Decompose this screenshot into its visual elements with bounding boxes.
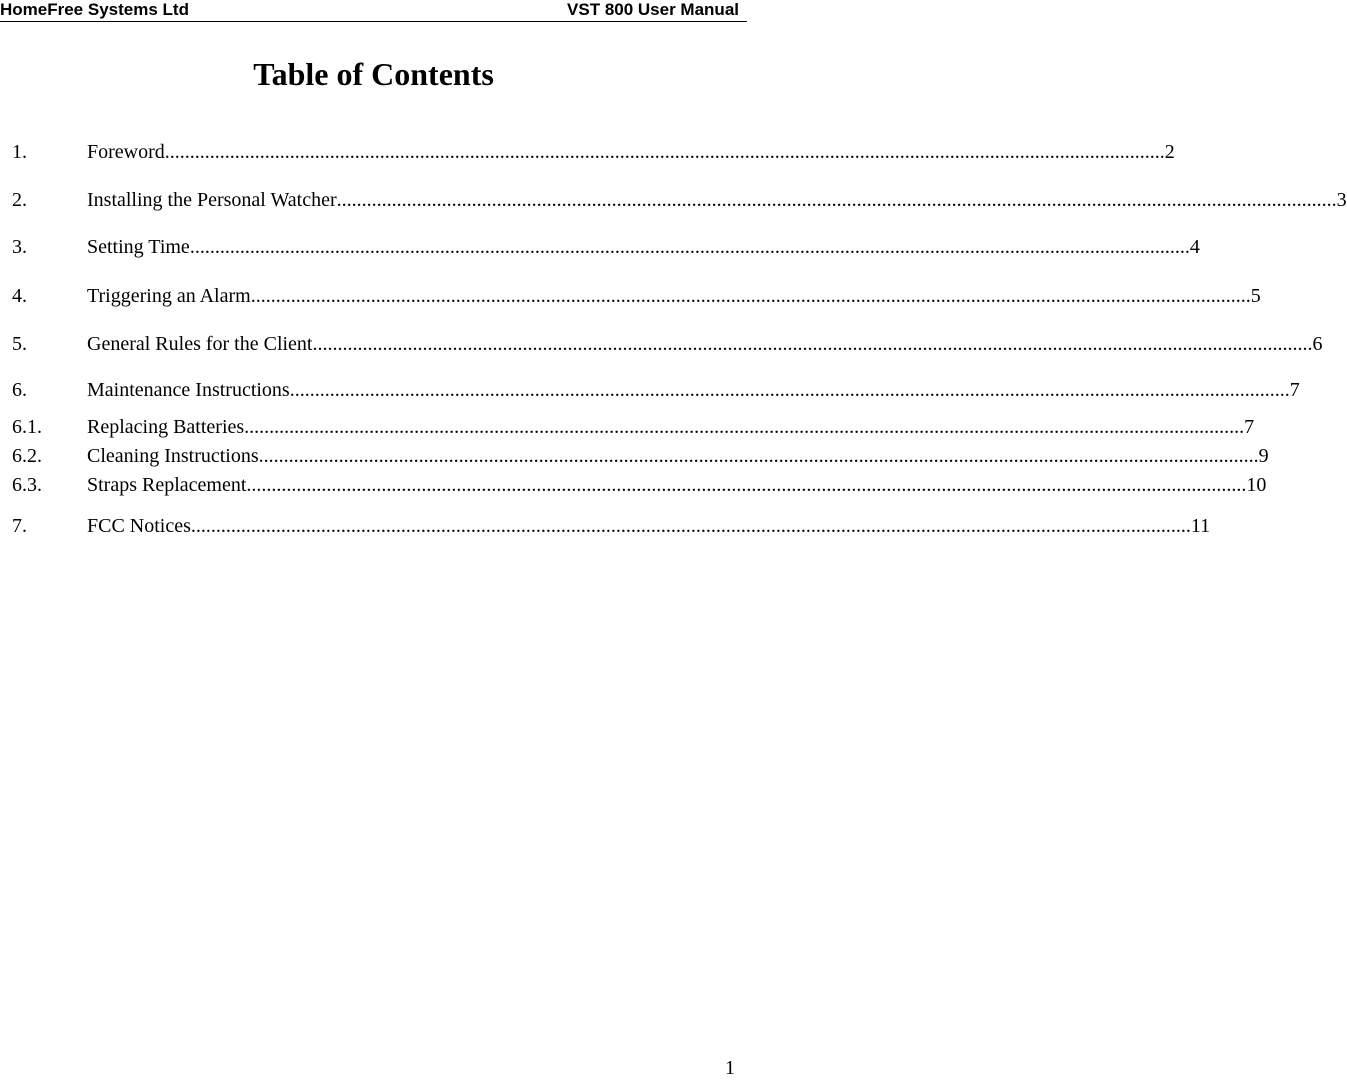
toc-entry-title: General Rules for the Client <box>87 333 313 355</box>
toc-entry[interactable] <box>12 187 1347 213</box>
toc-entry[interactable] <box>12 443 1269 469</box>
toc-entry[interactable] <box>12 139 1175 165</box>
toc-entry-page: 7 <box>1289 379 1300 401</box>
toc-entry[interactable] <box>12 331 1323 357</box>
toc-entry-page: 7 <box>1244 416 1255 438</box>
toc-leader-dots: ........................................................................................................................................................................................................ <box>250 285 1251 307</box>
toc-heading: Table of Contents <box>253 56 494 92</box>
toc-entry-page: 9 <box>1258 445 1269 467</box>
toc-entry-number: 6.1. <box>12 416 42 438</box>
toc-entry-title: FCC Notices <box>87 515 191 537</box>
toc-entry-title: Foreword <box>87 141 165 163</box>
toc-entry[interactable] <box>12 283 1261 309</box>
toc-entry-number: 5. <box>12 333 27 355</box>
toc-entry-number: 6.3. <box>12 474 42 496</box>
toc-leader-dots: ........................................................................................................................................................................................................ <box>190 515 1191 537</box>
toc-entry-number: 6.2. <box>12 445 42 467</box>
toc-entry[interactable] <box>12 414 1255 440</box>
toc-entry-page: 10 <box>1246 474 1267 496</box>
page-header <box>0 0 747 22</box>
toc-entry-number: 6. <box>12 379 27 401</box>
toc-leader-dots: ........................................................................................................................................................................................................ <box>336 189 1337 211</box>
toc-entry[interactable] <box>12 513 1211 539</box>
toc-leader-dots: ........................................................................................................................................................................................................ <box>189 236 1190 258</box>
manual-title: VST 800 User Manual <box>567 0 739 19</box>
toc-entry-title: Installing the Personal Watcher <box>87 189 337 211</box>
toc-entry-number: 7. <box>12 515 27 537</box>
toc-leader-dots: ........................................................................................................................................................................................................ <box>164 141 1165 163</box>
toc-entry-page: 4 <box>1189 236 1200 258</box>
company-name: HomeFree Systems Ltd <box>0 0 189 19</box>
toc-entry-page: 3 <box>1336 189 1347 211</box>
toc-entry-number: 3. <box>12 236 27 258</box>
toc-entry-number: 1. <box>12 141 27 163</box>
toc-entry-title: Setting Time <box>87 236 190 258</box>
toc-entry-page: 5 <box>1250 285 1261 307</box>
toc-leader-dots: ........................................................................................................................................................................................................ <box>289 379 1290 401</box>
toc-entry[interactable] <box>12 234 1200 260</box>
toc-entry-page: 6 <box>1312 333 1323 355</box>
toc-entry-number: 2. <box>12 189 27 211</box>
toc-leader-dots: ........................................................................................................................................................................................................ <box>244 416 1245 438</box>
toc-entry-page: 2 <box>1164 141 1175 163</box>
toc-entry-title: Maintenance Instructions <box>87 379 290 401</box>
toc-leader-dots: ........................................................................................................................................................................................................ <box>258 445 1259 467</box>
toc-entry[interactable] <box>12 472 1267 498</box>
page-number: 1 <box>725 1057 735 1079</box>
toc-entry[interactable] <box>12 377 1300 403</box>
toc-leader-dots: ........................................................................................................................................................................................................ <box>312 333 1313 355</box>
toc-entry-title: Straps Replacement <box>87 474 247 496</box>
toc-entry-number: 4. <box>12 285 27 307</box>
toc-entry-title: Triggering an Alarm <box>87 285 251 307</box>
toc-entry-page: 11 <box>1190 515 1211 537</box>
toc-entry-title: Replacing Batteries <box>87 416 245 438</box>
toc-entry-title: Cleaning Instructions <box>87 445 259 467</box>
toc-leader-dots: ........................................................................................................................................................................................................ <box>246 474 1247 496</box>
